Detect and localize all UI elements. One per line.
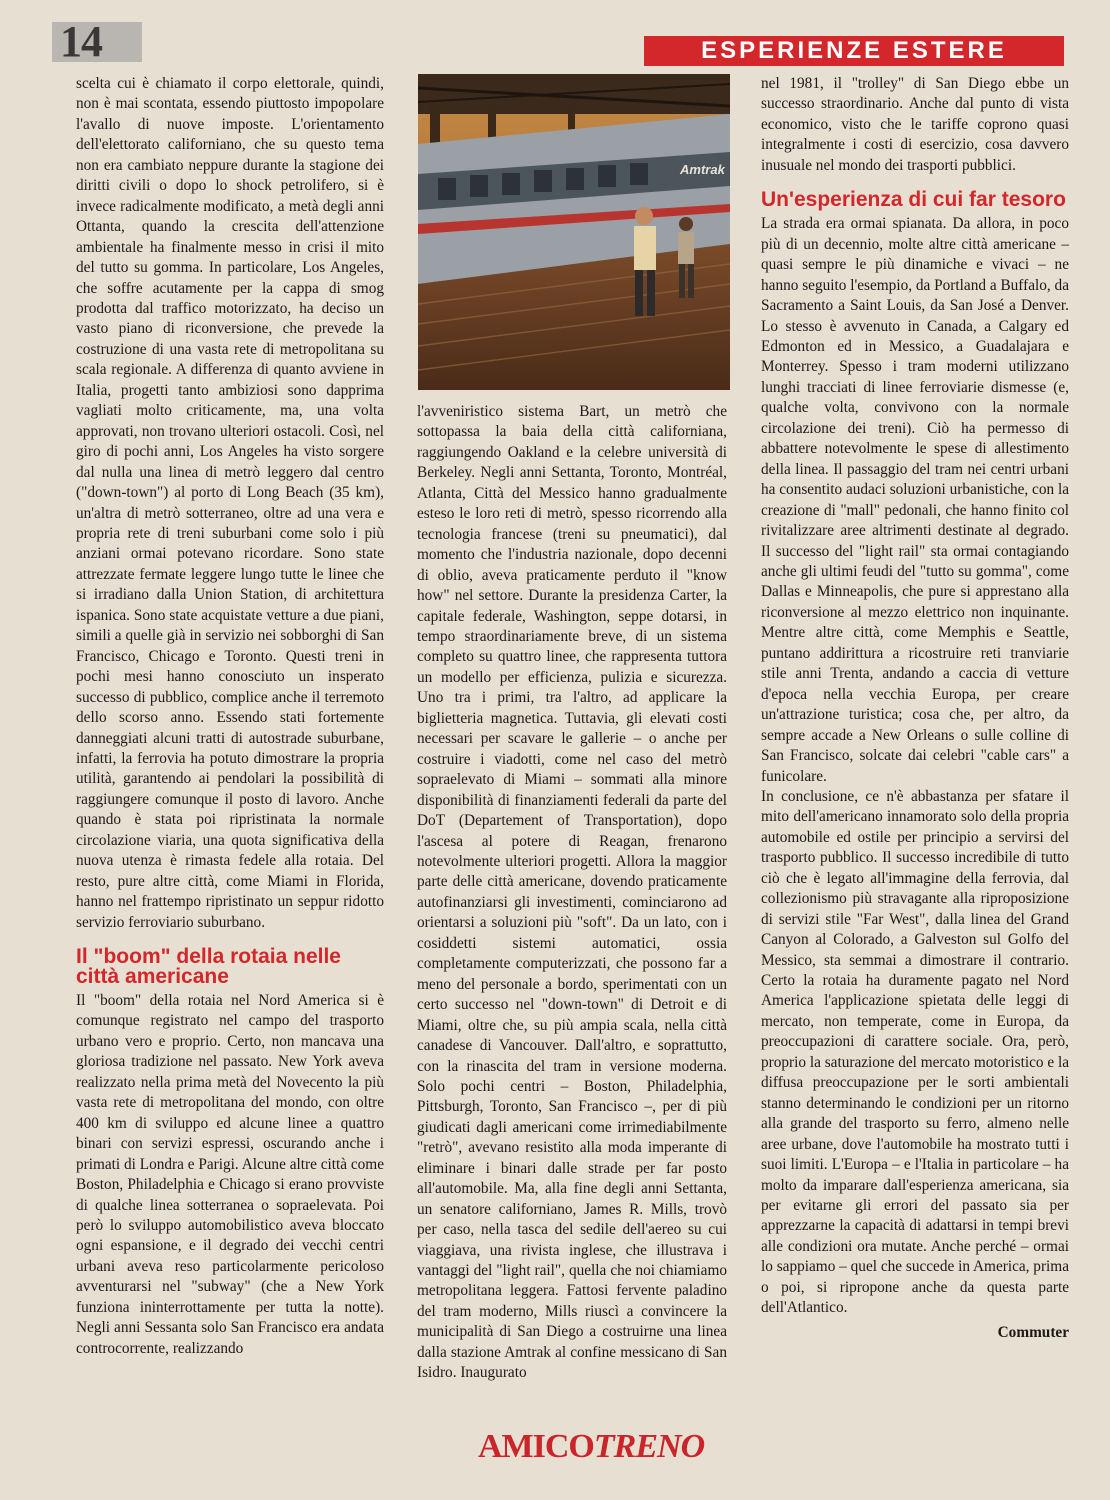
train-lettering: Amtrak — [680, 162, 725, 177]
logo-part-treno: TRENO — [593, 1428, 705, 1465]
section-banner: ESPERIENZE ESTERE — [644, 36, 1064, 66]
article-column-right — [761, 74, 1069, 1343]
paragraph: scelta cui è chiamato il corpo elettorale, quindi, non è mai scontata, essendo piuttosto impopolare l'avallo di nuove imposte. L'orientamento dell'elettorato californiano, che su questo tema non era cambiato neppure durante la stagione dei diritti civili o dopo lo shock petrolifero, si è invece radicalmente modificato, a metà degli anni Ottanta, quando la crescita dell'attenzione ambientale ha finalmente messo in crisi il mito del tutto su gomma. In particolare, Los Angeles, che soffre acutamente per la cappa di smog prodotta dal traffico motorizzato, ha deciso un vasto piano di riconversione, che prevede la costruzione di una vasta rete di metropolitana su scala regionale. A differenza di quanto avviene in Italia, progetti tanto ambiziosi sono dapprima vagliati molto criticamente, ma, una volta approvati, non trovano ulteriori ostacoli. Così, nel giro di pochi anni, Los Angeles ha visto sorgere dal nulla una linea di metrò leggero dal centro ("down-town") al porto di Long Beach (35 km), un'altra di metrò sotterraneo, oltre ad una vera e propria rete di treni suburbani come solo i più anziani ormai potevano ricordare. Sono state attrezzate fermate leggere lungo tutte le linee che si irradiano dalla Union Station, di architettura ispanica. Sono state acquistate vetture a due piani, simili a quelle già in servizio nei sobborghi di San Francisco, Chicago e Toronto. Questi treni in pochi mesi hanno conosciuto un insperato successo di pubblico, complice anche il terremoto dello scorso anno. Essendo stati fortemente danneggiati alcuni tratti di autostrade suburbane, infatti, la ferrovia ha potuto dimostrare la propria utilità, garantendo ai pendolari la possibilità di raggiungere comunque il posto di lavoro. Anche quando è stata poi ripristinata la normale circolazione viaria, una quota significativa della nuova utenza è rimasta fedele alla rotaia. Del resto, pure altre città, come Miami in Florida, hanno nel frattempo ripristinato un seppur ridotto servizio ferroviario suburbano. — [76, 75, 384, 931]
paragraph: In conclusione, ce n'è abbastanza per sfatare il mito dell'americano innamorato solo della propria automobile ed ostile per principio a servirsi del trasporto pubblico. Il successo incredibile di tutto ciò che è legato all'immagine della ferrovia, dal collezionismo più stravagante alla riproposizione di servizi stile "Far West", dalla linea del Grand Canyon al Colorado, a Galveston sul Golfo del Messico, sta semmai a dimostrare il contrario. Certo la rotaia ha duramente pagato nel Nord America l'applicazione spietata delle leggi di mercato, non temperate, come in Europa, da preoccupazioni di carattere sociale. Ora, però, proprio la saturazione del mercato motoristico e la diffusa preoccupazione per le sorti ambientali stanno determinando le condizioni per un ritorno alla grande del trasporto su ferro, almeno nelle aree urbane, dove l'automobile ha mostrato tutti i suoi limiti. L'Europa – e l'Italia in particolare – ha molto da imparare dall'esperienza americana, sia per evitarne gli errori del passato sia per apprezzarne la capacità di adattarsi in tempi brevi alle condizioni ora mutate. Anche perché – ormai lo sappiamo – quel che succede in America, prima o poi, si ripropone anche da questa parte dell'Atlantico. — [761, 787, 1069, 1317]
page-number: 14 — [60, 17, 102, 66]
author-signature: Commuter — [997, 1323, 1069, 1341]
magazine-logo — [478, 1428, 704, 1466]
paragraph: l'avveniristico sistema Bart, un metrò che sottopassa la baia della città californiana, raggiungendo Oakland e la celebre università di Berkeley. Negli anni Settanta, Toronto, Montréal, Atlanta, Città del Messico hanno gradualmente esteso le loro reti di metrò, spesso ricorrendo alla tecnologia francese (treni su pneumatici), dal momento che l'industria nazionale, dopo decenni di oblio, aveva praticamente perduto il "know how" nel settore. Durante la presidenza Carter, la capitale federale, Washington, seppe dotarsi, in tempo straordinariamente breve, di un sistema completo su quattro linee, che rappresenta tuttora un modello per efficienza, pulizia e sicurezza. Uno tra i primi, tra l'altro, ad applicare la biglietteria magnetica. Tuttavia, gli elevati costi necessari per scavare le gallerie – o anche per costruire i viadotti, come nel caso del metrò sopraelevato di Miami – sommati alla minore disponibilità di finanziamenti federali da parte del DoT (Departement of Transportation), dopo l'ascesa al potere di Reagan, frenarono notevolmente ulteriori progetti. Allora la maggior parte delle città americane, dovendo praticamente autofinanziarsi gli investimenti, cominciarono ad orientarsi a soluzioni più "soft". Da un lato, con i cosiddetti sistemi automatici, ossia completamente computerizzati, che possono far a meno del personale a bordo, sperimentati con un certo successo nel "down-town" di Detroit e di Miami, oltre che, su più ampia scala, nella città canadese di Vancouver. Dall'altro, e soprattutto, con la rinascita del tram in versione moderna. Solo pochi centri – Boston, Philadelphia, Pittsburgh, Toronto, San Francisco –, per di più giudicati dagli americani come irrimediabilmente "retrò", avevano resistito alla moda imperante di eliminare i binari dalle strade per far posto all'automobile. Ma, alla fine degli anni Settanta, un senatore californiano, James R. Mills, trovò per caso, nella tasca del sedile dell'aereo su cui viaggiava, una rivista inglese, che illustrava i vantaggi del "light rail", quella che noi chiamiamo metropolitana leggera. Fattosi fervente paladino del tram moderno, Mills riuscì a convincere la municipalità di San Diego a costruirne una linea dalla stazione Amtrak al confine messicano di San Isidro. Inaugurato — [417, 403, 727, 1382]
train-platform-illustration — [418, 74, 730, 390]
article-column-left — [76, 74, 384, 1359]
subheading-esperienza: Un'esperienza di cui far tesoro — [761, 188, 1066, 212]
paragraph: La strada era ormai spianata. Da allora, in poco più di un decennio, molte altre città americane – quasi sempre le più dinamiche e vivaci – ne hanno seguito l'esempio, da Portland a Buffalo, da Sacramento a Saint Louis, da San José a Denver. Lo stesso è avvenuto in Canada, a Calgary ed Edmonton ed in Messico, a Guadalajara e Monterrey. Spesso i tram moderni utilizzano lunghi tracciati di linee ferroviarie dismesse (e, qualche volta, convivono con la normale circolazione dei treni). Ciò ha permesso di abbattere notevolmente le spese di allestimento della linea. Il passaggio del tram nei centri urbani ha consentito audaci soluzioni urbanistiche, con la creazione di "mall" pedonali, che hanno finito col rivitalizzare aree altrimenti destinate al degrado. Il successo del "light rail" sta ormai contagiando anche gli ultimi feudi del "tutto su gomma", come Dallas e Minneapolis, che pure si apprestano alla riconversione al mezzo elettrico non inquinante. Mentre altre città, come Memphis e Seattle, puntano addirittura a ricostruire reti tranviarie stile anni Trenta, andando a caccia di vetture d'epoca nella vecchia Europa, per creare un'attrazione turistica; cosa che, per altro, da sempre accade a New Orleans o sulle colline di San Francisco, solcate dai celebri "cable cars" a funicolare. — [761, 215, 1069, 785]
paragraph: nel 1981, il "trolley" di San Diego ebbe un successo straordinario. Anche dal punto di vista economico, visto che le tariffe coprono quasi integralmente i costi di esercizio, cosa davvero inusuale nel mondo dei trasporti pubblici. — [761, 75, 1069, 174]
subheading-boom: Il "boom" della rotaia nelle città americane — [76, 945, 341, 989]
station-photo — [418, 74, 730, 390]
paragraph: Il "boom" della rotaia nel Nord America si è comunque registrato nel campo del trasporto urbano vero e proprio. Certo, non mancava una gloriosa tradizione nel passato. New York aveva realizzato nella prima metà del Novecento la più vasta rete di metropolitana del mondo, con oltre 400 km di sviluppo ed alcune linee a quattro binari con servizi espressi, oscurando anche i primati di Londra e Parigi. Alcune altre città come Boston, Philadelphia e Chicago si erano provviste di qualche linea sotterranea o sopraelevata. Poi però lo sviluppo automobilistico aveva bloccato ogni espansione, e il degrado dei vecchi centri urbani aveva reso particolarmente pericoloso avventurarsi nel "subway" (che a New York funziona ininterrottamente per tutta la notte). Negli anni Sessanta solo San Francisco era andata controcorrente, realizzando — [76, 992, 384, 1357]
logo-part-amico: AMICO — [478, 1428, 594, 1465]
article-column-middle — [417, 402, 727, 1384]
